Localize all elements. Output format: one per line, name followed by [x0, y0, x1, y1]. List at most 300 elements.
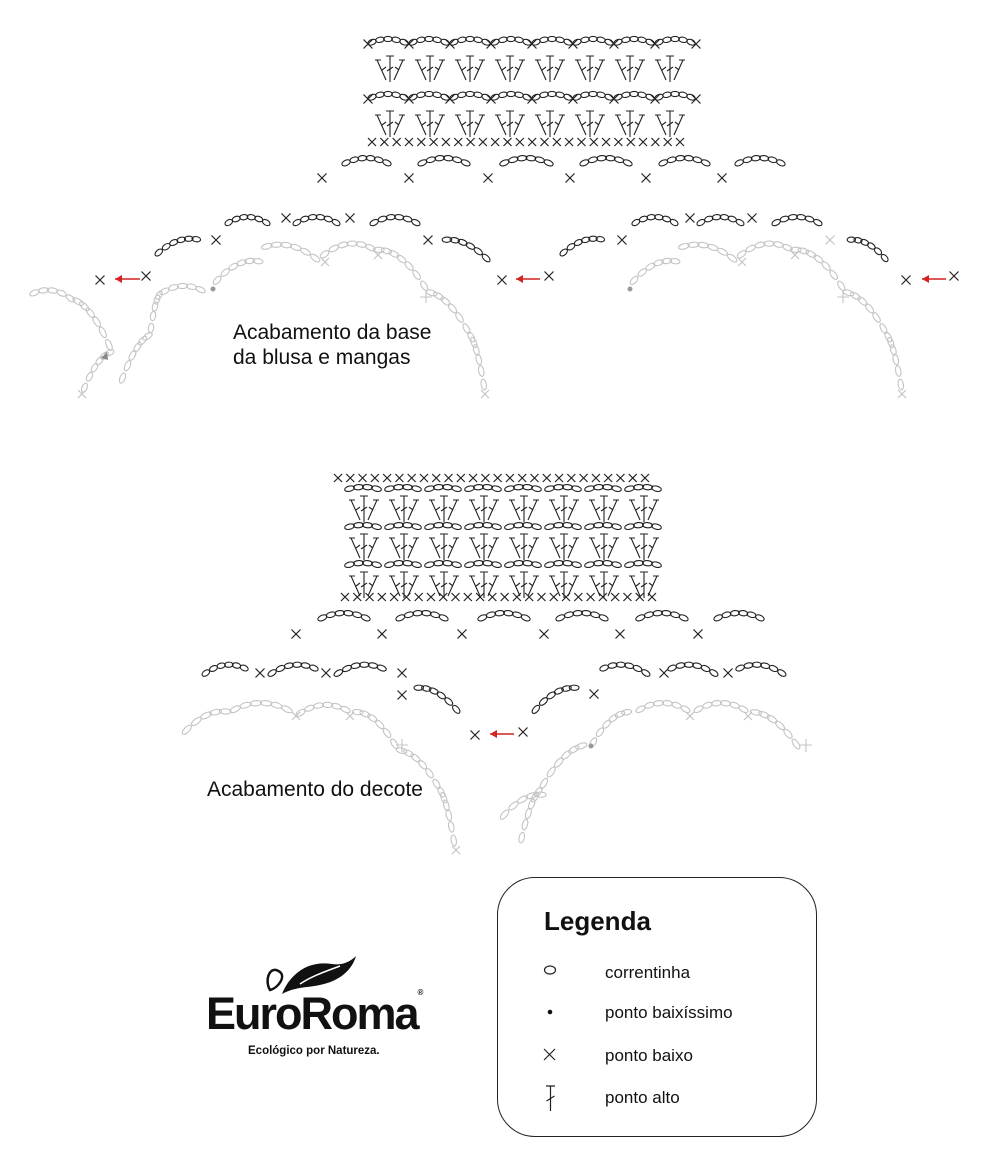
- double-crochet-stitch: [400, 534, 408, 560]
- chain-arc: [490, 91, 532, 101]
- single-crochet-stitch: [577, 138, 585, 146]
- single-crochet-stitch: [504, 138, 512, 146]
- chain-arc: [613, 91, 655, 101]
- single-crochet-stitch: [528, 138, 536, 146]
- single-crochet-stitch: [590, 690, 599, 699]
- single-crochet-stitch: [364, 95, 373, 104]
- chain-arc: [344, 522, 382, 530]
- single-crochet-stitch: [321, 258, 329, 266]
- chain-stitch: [671, 36, 680, 41]
- chain-arc: [736, 241, 793, 260]
- chain-stitch: [521, 819, 529, 831]
- chain-arc: [635, 700, 691, 714]
- single-crochet-stitch: [442, 138, 450, 146]
- chain-arc: [464, 522, 502, 530]
- chain-arc: [589, 709, 632, 748]
- chain-stitch: [782, 728, 793, 740]
- single-crochet-stitch: [366, 593, 374, 601]
- chain-arc: [414, 685, 461, 715]
- chain-arc: [466, 331, 487, 390]
- double-crochet-stitch: [466, 111, 474, 137]
- double-crochet-stitch: [549, 500, 560, 520]
- legend-title: Legenda: [544, 906, 651, 936]
- double-crochet-stitch: [600, 572, 608, 598]
- single-crochet-stitch: [96, 276, 105, 285]
- double-crochet-stitch: [674, 115, 685, 135]
- chain-stitch: [309, 253, 321, 264]
- double-crochet-stitch: [629, 500, 640, 520]
- double-crochet-stitch: [469, 538, 480, 558]
- chain-stitch: [539, 777, 549, 790]
- chain-arc: [367, 91, 409, 101]
- chain-arc: [118, 331, 153, 384]
- double-crochet-stitch: [568, 538, 579, 558]
- chain-stitch: [461, 323, 471, 335]
- chain-arc: [29, 287, 76, 303]
- double-crochet-stitch: [375, 60, 386, 80]
- chain-stitch: [553, 756, 565, 768]
- double-crochet-stitch: [546, 56, 554, 82]
- double-crochet-stitch: [429, 500, 440, 520]
- chain-arc: [159, 283, 206, 296]
- single-crochet-stitch: [629, 474, 637, 482]
- chain-arc: [425, 289, 471, 335]
- double-crochet-stitch: [394, 60, 405, 80]
- double-crochet-stitch: [568, 500, 579, 520]
- chain-stitch: [425, 91, 434, 96]
- double-crochet-fan: [615, 56, 645, 82]
- single-crochet-stitch: [405, 95, 414, 104]
- single-crochet-stitch: [599, 593, 607, 601]
- chain-stitch: [507, 36, 516, 41]
- chain-arc: [424, 560, 462, 568]
- double-crochet-stitch: [528, 576, 539, 596]
- single-crochet-stitch: [446, 40, 455, 49]
- double-crochet-stitch: [434, 115, 445, 135]
- single-crochet-stitch: [543, 474, 551, 482]
- double-crochet-stitch: [455, 115, 466, 135]
- single-crochet-stitch: [368, 138, 376, 146]
- chain-stitch: [181, 724, 193, 736]
- chain-stitch: [883, 331, 893, 343]
- double-crochet-fan: [615, 111, 645, 137]
- chain-stitch: [726, 253, 738, 264]
- double-crochet-stitch: [546, 111, 554, 137]
- chain-arc: [352, 709, 399, 750]
- single-crochet-stitch: [476, 593, 484, 601]
- chain-stitch: [460, 159, 471, 168]
- chain-stitch: [451, 704, 461, 715]
- chain-stitch: [880, 253, 889, 263]
- chain-stitch: [177, 283, 187, 289]
- double-crochet-stitch: [608, 538, 619, 558]
- single-crochet-stitch: [494, 474, 502, 482]
- double-crochet-fan: [429, 496, 459, 522]
- chain-stitch: [700, 159, 711, 168]
- double-crochet-fan: [629, 496, 659, 522]
- chain-arc: [518, 786, 544, 843]
- chain-arc: [224, 214, 271, 227]
- chain-arc: [333, 662, 387, 678]
- chain-oval-icon: [538, 958, 568, 988]
- double-crochet-stitch: [495, 115, 506, 135]
- single-crochet-stitch: [469, 474, 477, 482]
- chain-stitch: [589, 36, 598, 41]
- single-crochet-stitch: [142, 272, 151, 281]
- single-crochet-stitch: [566, 174, 575, 183]
- chain-arc: [613, 36, 655, 46]
- single-crochet-stitch: [553, 138, 561, 146]
- double-crochet-fan: [375, 56, 405, 82]
- chain-stitch: [123, 360, 132, 372]
- double-crochet-stitch: [506, 56, 514, 82]
- chain-arc: [654, 91, 696, 101]
- single-crochet-stitch: [618, 236, 627, 245]
- single-crochet-stitch: [445, 474, 453, 482]
- single-crochet-stitch: [393, 138, 401, 146]
- chain-stitch: [520, 614, 531, 623]
- chain-stitch: [466, 91, 475, 96]
- double-crochet-fan: [349, 572, 379, 598]
- single-crochet-stitch: [540, 630, 549, 639]
- chain-stitch: [480, 379, 487, 391]
- chain-stitch: [546, 691, 557, 701]
- double-crochet-stitch: [386, 111, 394, 137]
- chain-stitch: [499, 809, 510, 821]
- double-crochet-stitch: [674, 60, 685, 80]
- single-crochet-stitch: [574, 593, 582, 601]
- chain-arc: [499, 792, 546, 821]
- double-crochet-stitch: [474, 115, 485, 135]
- double-crochet-fan: [629, 534, 659, 560]
- single-crochet-stitch: [353, 593, 361, 601]
- double-crochet-stitch: [415, 115, 426, 135]
- single-crochet-stitch: [398, 691, 407, 700]
- double-crochet-stitch: [520, 534, 528, 560]
- chain-arc: [261, 242, 321, 264]
- single-crochet-stitch: [651, 138, 659, 146]
- chain-stitch: [432, 291, 444, 301]
- chain-stitch: [281, 704, 293, 714]
- single-crochet-stitch: [528, 40, 537, 49]
- single-crochet-stitch: [432, 474, 440, 482]
- arrow-head: [516, 275, 523, 283]
- single-crochet-stitch: [569, 95, 578, 104]
- chain-arc: [531, 36, 573, 46]
- single-crochet-stitch: [417, 138, 425, 146]
- chain-arc: [442, 237, 491, 263]
- chain-stitch: [598, 614, 609, 623]
- double-crochet-stitch: [666, 56, 674, 82]
- chain-stitch: [735, 218, 745, 227]
- chain-stitch: [132, 341, 142, 353]
- chain-arc: [344, 484, 382, 492]
- chain-stitch: [78, 300, 90, 312]
- single-crochet-stitch: [341, 593, 349, 601]
- single-crochet-stitch: [513, 593, 521, 601]
- single-crochet-stitch: [744, 712, 752, 720]
- chain-arc: [624, 560, 662, 568]
- caption-base-line1: Acabamento da base: [233, 321, 432, 344]
- single-crochet-stitch: [610, 95, 619, 104]
- double-crochet-fan: [349, 534, 379, 560]
- double-crochet-stitch: [400, 496, 408, 522]
- chain-stitch: [128, 349, 138, 361]
- chain-arc: [544, 522, 582, 530]
- chain-stitch: [440, 296, 452, 307]
- double-crochet-stitch: [455, 60, 466, 80]
- chain-stitch: [755, 614, 766, 623]
- double-crochet-stitch: [640, 572, 648, 598]
- chain-stitch: [428, 687, 439, 696]
- single-crochet-stitch: [580, 474, 588, 482]
- single-crochet-stitch: [565, 138, 573, 146]
- chain-stitch: [388, 249, 400, 259]
- double-crochet-stitch: [389, 538, 400, 558]
- chain-stitch: [849, 291, 861, 301]
- brand-name: [206, 988, 423, 1040]
- chain-stitch: [878, 323, 888, 335]
- single-crochet-stitch: [592, 474, 600, 482]
- double-crochet-stitch: [495, 60, 506, 80]
- double-crochet-stitch: [608, 500, 619, 520]
- single-crochet-stitch: [616, 630, 625, 639]
- slip-stitch-dot-icon: [538, 998, 568, 1028]
- double-crochet-fan: [549, 534, 579, 560]
- single-crochet-stitch: [282, 214, 291, 223]
- legend-label: correntinha: [605, 963, 691, 982]
- chain-arc: [477, 610, 531, 622]
- chain-stitch: [478, 365, 485, 377]
- chain-stitch: [777, 668, 788, 677]
- chain-arc: [555, 610, 609, 622]
- chain-arc: [693, 700, 749, 714]
- double-crochet-stitch: [429, 538, 440, 558]
- double-crochet-stitch: [589, 500, 600, 520]
- single-crochet-stitch: [383, 474, 391, 482]
- chain-stitch: [516, 794, 528, 804]
- chain-arc: [267, 662, 319, 678]
- double-crochet-stitch: [375, 115, 386, 135]
- double-crochet-stitch: [535, 115, 546, 135]
- chain-arc: [504, 560, 542, 568]
- double-crochet-stitch: [448, 576, 459, 596]
- chain-arc: [658, 155, 711, 167]
- single-crochet-stitch: [686, 214, 695, 223]
- chain-stitch: [261, 218, 271, 227]
- double-crochet-stitch: [560, 572, 568, 598]
- legend-label: ponto baixo: [605, 1046, 693, 1065]
- double-crochet-stitch: [426, 56, 434, 82]
- single-crochet-stitch: [405, 174, 414, 183]
- single-crochet-stitch: [718, 174, 727, 183]
- chain-stitch: [445, 809, 453, 821]
- chain-stitch: [137, 335, 148, 346]
- chain-stitch: [403, 748, 415, 758]
- double-crochet-stitch: [586, 56, 594, 82]
- single-crochet-stitch: [562, 593, 570, 601]
- chain-arc: [504, 484, 542, 492]
- single-crochet-stitch: [686, 712, 694, 720]
- single-crochet-stitch: [488, 593, 496, 601]
- single-crochet-stitch: [346, 712, 354, 720]
- double-crochet-stitch: [360, 496, 368, 522]
- single-crochet-x-icon: [538, 1041, 568, 1071]
- double-crochet-fan: [349, 496, 379, 522]
- double-crochet-stitch: [640, 534, 648, 560]
- chain-stitch: [239, 664, 249, 672]
- single-crochet-stitch: [738, 258, 746, 266]
- chain-stitch: [601, 719, 612, 730]
- chain-stitch: [331, 218, 341, 227]
- chain-stitch: [671, 91, 680, 96]
- double-crochet-fan: [575, 111, 605, 137]
- double-crochet-stitch: [554, 115, 565, 135]
- chain-arc: [579, 155, 633, 167]
- double-crochet-fan: [655, 56, 685, 82]
- chain-arc: [367, 36, 409, 46]
- double-crochet-icon: [538, 1083, 568, 1113]
- chain-stitch: [828, 269, 839, 281]
- chain-stitch: [404, 260, 415, 271]
- double-crochet-fan: [415, 56, 445, 82]
- arrow-head: [490, 730, 497, 738]
- chain-stitch: [299, 247, 311, 257]
- single-crochet-stitch: [364, 40, 373, 49]
- caption-base-finishing: [233, 320, 431, 370]
- chain-stitch: [450, 835, 457, 847]
- single-crochet-stitch: [359, 474, 367, 482]
- single-crochet-stitch: [487, 40, 496, 49]
- double-crochet-stitch: [469, 500, 480, 520]
- legend-panel: [497, 877, 817, 1137]
- chain-arc: [539, 742, 588, 790]
- single-crochet-stitch: [424, 236, 433, 245]
- chain-arc: [771, 214, 823, 227]
- single-crochet-stitch: [506, 474, 514, 482]
- double-crochet-stitch: [594, 115, 605, 135]
- chain-stitch: [85, 307, 96, 319]
- single-crochet-stitch: [550, 593, 558, 601]
- single-crochet-stitch: [602, 138, 610, 146]
- chain-arc: [750, 709, 801, 750]
- chain-arc: [212, 258, 263, 286]
- arrow-head: [115, 275, 122, 283]
- single-crochet-stitch: [537, 593, 545, 601]
- caption-base-line2: da blusa e mangas: [233, 346, 411, 369]
- double-crochet-stitch: [629, 538, 640, 558]
- double-crochet-stitch: [514, 60, 525, 80]
- double-crochet-stitch: [469, 576, 480, 596]
- chain-stitch: [614, 710, 625, 719]
- single-crochet-stitch: [651, 40, 660, 49]
- single-crochet-stitch: [471, 731, 480, 740]
- double-crochet-stitch: [389, 500, 400, 520]
- chain-stitch: [548, 91, 557, 96]
- chain-stitch: [98, 326, 108, 339]
- chain-arc: [395, 610, 449, 622]
- chain-arc: [464, 484, 502, 492]
- single-crochet-stitch: [454, 138, 462, 146]
- single-crochet-stitch: [516, 138, 524, 146]
- double-crochet-stitch: [408, 538, 419, 558]
- chain-arc: [847, 237, 889, 263]
- chain-stitch: [531, 704, 541, 715]
- chain-stitch: [376, 664, 387, 672]
- chain-arc: [449, 36, 491, 46]
- chain-stitch: [382, 159, 392, 168]
- single-crochet-stitch: [898, 390, 906, 398]
- chain-stitch: [85, 371, 94, 382]
- double-crochet-stitch: [466, 56, 474, 82]
- double-crochet-stitch: [349, 576, 360, 596]
- chain-stitch: [842, 289, 854, 297]
- double-crochet-stitch: [434, 60, 445, 80]
- chain-stitch: [589, 91, 598, 96]
- double-crochet-stitch: [549, 538, 560, 558]
- single-crochet-stitch: [487, 95, 496, 104]
- double-crochet-stitch: [426, 111, 434, 137]
- chain-arc: [544, 484, 582, 492]
- chain-stitch: [148, 323, 155, 333]
- double-crochet-stitch: [634, 60, 645, 80]
- chain-arc: [584, 560, 622, 568]
- double-crochet-stitch: [666, 111, 674, 137]
- chain-arc: [436, 786, 457, 846]
- double-crochet-fan: [469, 496, 499, 522]
- double-crochet-stitch: [615, 60, 626, 80]
- double-crochet-stitch: [837, 290, 849, 303]
- chain-stitch: [340, 705, 351, 714]
- double-crochet-fan: [429, 534, 459, 560]
- single-crochet-stitch: [322, 669, 331, 678]
- chain-stitch: [270, 701, 282, 709]
- chain-arc: [667, 662, 719, 678]
- single-crochet-stitch: [641, 474, 649, 482]
- single-crochet-stitch: [642, 174, 651, 183]
- single-crochet-stitch: [491, 138, 499, 146]
- single-crochet-stitch: [694, 630, 703, 639]
- chain-stitch: [150, 311, 157, 321]
- chain-arc: [295, 702, 351, 718]
- chain-arc: [424, 522, 462, 530]
- chain-arc: [424, 484, 462, 492]
- double-crochet-stitch: [488, 538, 499, 558]
- legend-label: ponto baixíssimo: [605, 1003, 733, 1022]
- double-crochet-fan: [389, 534, 419, 560]
- chain-arc: [734, 155, 786, 167]
- single-crochet-stitch: [676, 138, 684, 146]
- legend-item: [498, 998, 816, 1028]
- single-crochet-stitch: [627, 138, 635, 146]
- chain-stitch: [466, 331, 476, 343]
- single-crochet-stitch: [378, 630, 387, 639]
- euroroma-logo: [200, 950, 430, 1070]
- legend-item: [498, 958, 816, 988]
- chain-stitch: [410, 753, 422, 764]
- double-crochet-fan: [469, 534, 499, 560]
- single-crochet-stitch: [457, 474, 465, 482]
- single-crochet-stitch: [555, 474, 563, 482]
- chain-stitch: [548, 36, 557, 41]
- chain-stitch: [90, 362, 99, 373]
- chain-arc: [181, 708, 231, 735]
- single-crochet-stitch: [452, 593, 460, 601]
- chain-stitch: [560, 749, 572, 761]
- double-crochet-stitch: [474, 60, 485, 80]
- brand-tagline: Ecológico por Natureza.: [248, 1045, 380, 1057]
- legend-label: ponto alto: [605, 1088, 680, 1107]
